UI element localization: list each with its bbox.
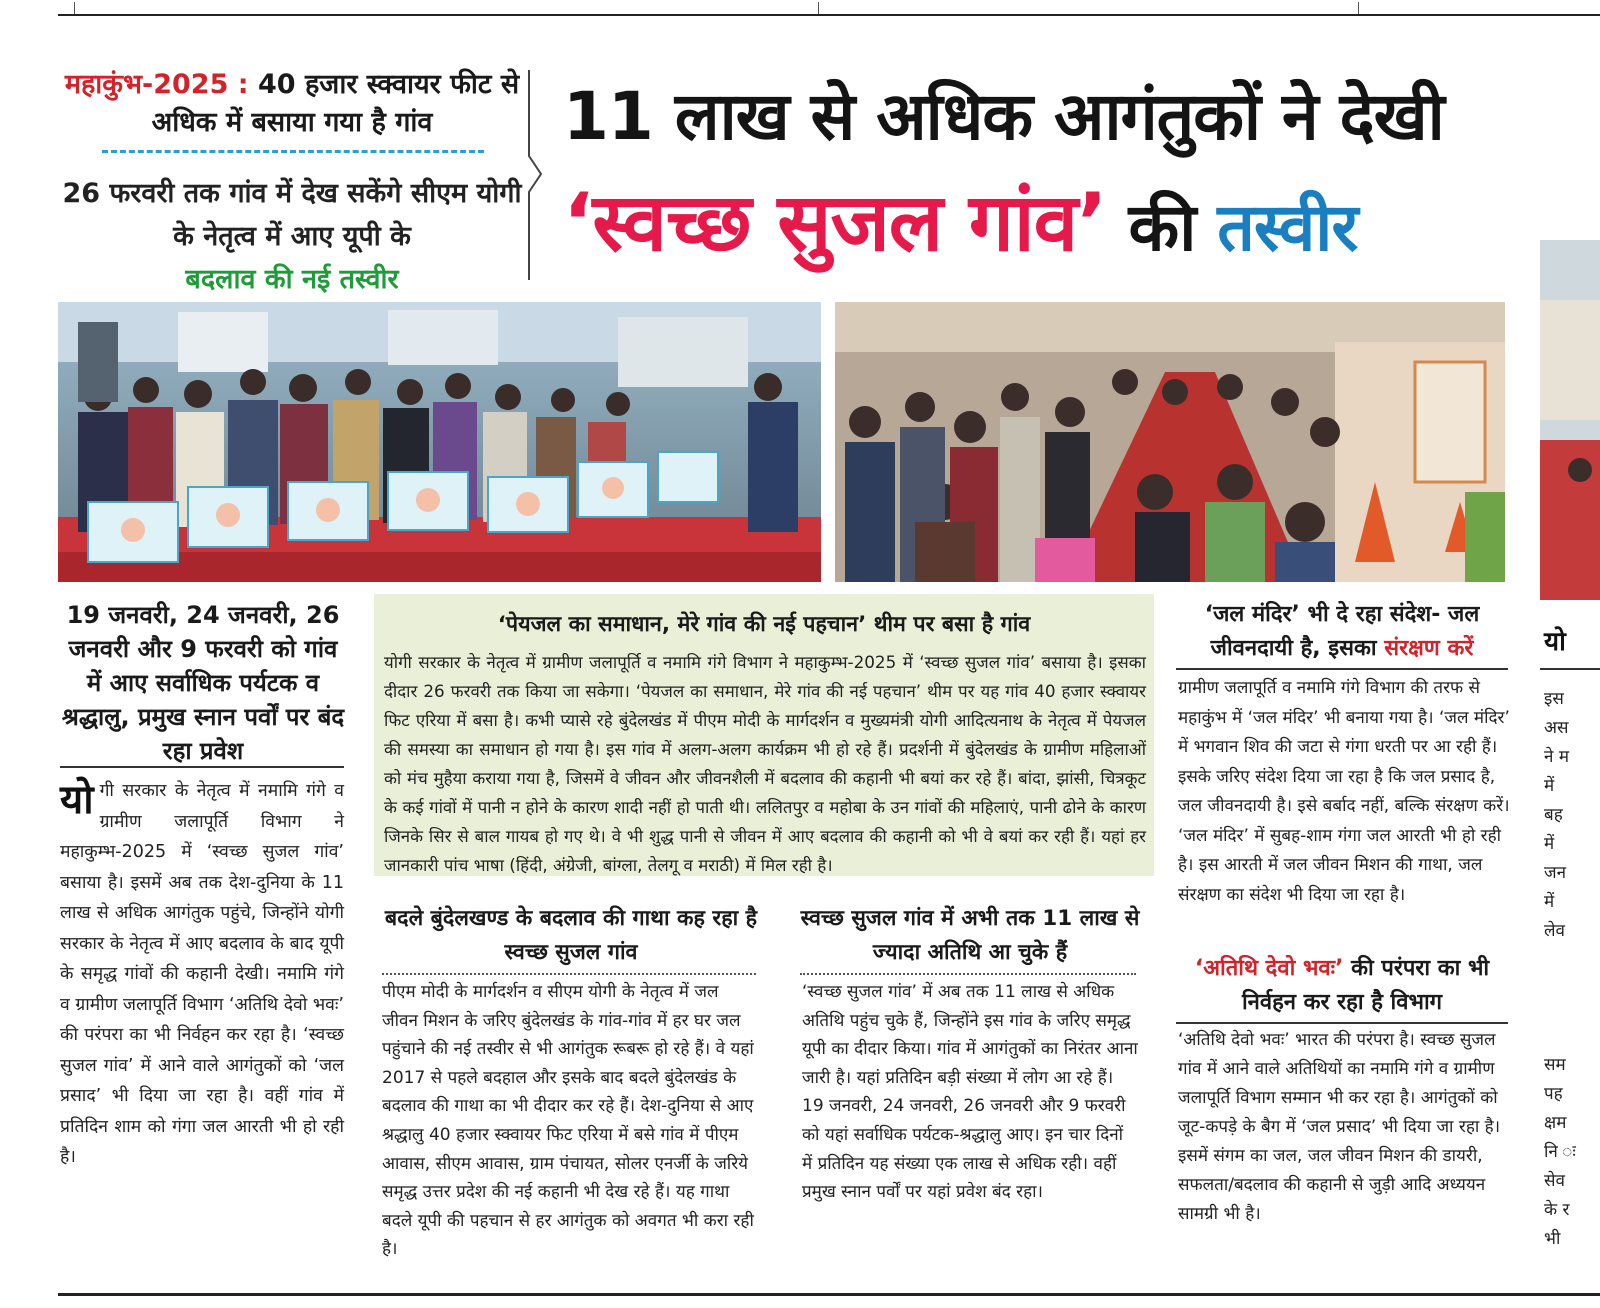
kicker — [62, 66, 522, 142]
visitors-heading: स्वच्छ सुजल गांव में अभी तक 11 लाख से ज्यादा अतिथि आ चुके हैं — [800, 906, 1140, 965]
top-rule — [58, 14, 1600, 16]
jal-mandir-heading-red: संरक्षण करें — [1384, 636, 1474, 661]
drop-cap: यो — [60, 777, 94, 823]
headline-line1: 11 लाख से अधिक आगंतुकों ने देखी — [563, 78, 1444, 155]
edge-text-line: नि ः — [1544, 1142, 1576, 1162]
visitors-body: ‘स्वच्छ सुजल गांव’ में अब तक 11 लाख से अधिक अतिथि पहुंच चुके हैं, जिन्होंने इस गांव के जरिए समृद्ध यूपी का दीदार किया। गांव में आगंतुकों का निरंतर आना जारी है। यहां प्रतिदिन बड़ी संख्या में लोग आ रहे हैं। 19 जनवरी, 24 जनवरी, 26 जनवरी और 9 फरवरी को यहां सर्वाधिक पर्यटक-श्रद्धालु आए। इन चार दिनों में प्रतिदिन यह संख्या एक लाख से अधिक रही। वहीं प्रमुख स्नान पर्वों पर यहां प्रवेश बंद रहा। — [802, 982, 1138, 1203]
edge-text-line: ने म — [1544, 747, 1570, 767]
edge-text-line: के र — [1544, 1200, 1570, 1220]
edge-text-line: लेव — [1544, 921, 1565, 941]
atithi-heading — [1172, 952, 1512, 1020]
edge-text-line: पह — [1544, 1084, 1563, 1104]
photo-women-placards — [58, 302, 821, 582]
headline-quoted: स्वच्छ सुजल गांव — [592, 176, 1078, 269]
deck — [62, 172, 522, 301]
edge-text-line: जन — [1544, 863, 1567, 883]
edge-text-line: क्षम — [1544, 1113, 1567, 1133]
headline-line2 — [563, 168, 1523, 283]
dotted-divider — [382, 973, 756, 975]
dashed-divider — [102, 150, 484, 153]
edge-text-line: सेव — [1544, 1171, 1565, 1191]
left-column-heading: 19 जनवरी, 24 जनवरी, 26 जनवरी और 9 फरवरी को गांव में आए सर्वाधिक पर्यटक व श्रद्धालु, प्रमुख स्नान पर्वों पर बंद रहा प्रवेश — [61, 601, 345, 765]
headline-last: तस्वीर — [1217, 189, 1358, 266]
theme-box-heading: ‘पेयजल का समाधान, मेरे गांव की नई पहचान’ थीम पर बसा है गांव — [497, 612, 1031, 637]
edge-heading: यो — [1544, 627, 1566, 657]
right-column-rule — [1176, 668, 1508, 670]
atithi-body: ‘अतिथि देवो भवः’ भारत की परंपरा है। स्वच्छ सुजल गांव में आने वाले अतिथियों का नमामि गंगे व ग्रामीण जलापूर्ति विभाग सम्मान भी कर रहा है। आगंतुकों को जूट-कपड़े के बैग में ‘जल प्रसाद’ भी दिया जा रहा है। इसमें संगम का जल, जल जीवन मिशन की डायरी, सफलता/बदलाव की कहानी से जुड़ी आदि अध्ययन सामग्री भी है। — [1178, 1030, 1501, 1224]
bundelkhand-heading: बदले बुंदेलखण्ड के बदलाव की गाथा कह रहा है स्वच्छ सुजल गांव — [384, 906, 758, 965]
photo-visitor-crowd — [835, 302, 1505, 582]
crop-mark — [74, 2, 75, 14]
theme-box-body: योगी सरकार के नेतृत्व में ग्रामीण जलापूर्ति व नमामि गंगे विभाग ने महाकुम्भ-2025 में ‘स्वच्छ सुजल गांव’ बसाया है। इसका दीदार 26 फरवरी तक किया जा सकेगा। ‘पेयजल का समाधान, मेरे गांव की नई पहचान’ थीम पर यह गांव 40 हजार स्क्वायर फिट एरिया में बसा है। कभी प्यासे रहे बुंदेलखंड में पीएम मोदी के मार्गदर्शन व मुख्यमंत्री योगी आदित्यनाथ के नेतृत्व में पेयजल की समस्या का समाधान हो गया है। इस गांव में अलग-अलग कार्यक्रम भी हो रहे हैं। प्रदर्शनी में बुंदेलखंड के ग्रामीण महिलाओं को मंच मुहैया कराया गया है, जिसमें वे जीवन और जीवनशैली में बदलाव की कहानी भी बयां कर रहे हैं। बांदा, झांसी, चित्रकूट के कई गांवों में पानी न होने के कारण शादी नहीं हो पाती थी। ललितपुर व महोबा के उन गांवों की महिलाएं, पानी ढोने के कारण जिनके सिर से बाल गायब हो गए थे। वे भी शुद्ध पानी से जीवन में आए बदलाव की कहानी को भी वे बयां कर रही हैं। यहां हर जानकारी पांच भाषा (हिंदी, अंग्रेजी, बांग्ला, तेलगू व मराठी) में मिल रही है। — [384, 652, 1146, 875]
kicker-text: 40 हजार स्क्वायर फीट से अधिक में बसाया गया है गांव — [151, 69, 520, 138]
headline-quote-open: ‘ — [563, 176, 593, 269]
edge-text-line: बह — [1544, 805, 1563, 825]
kicker-label: महाकुंभ-2025 : — [64, 69, 249, 100]
left-column-text: गी सरकार के नेतृत्व में नमामि गंगे व ग्रामीण जलापूर्ति विभाग ने महाकुम्भ-2025 में ‘स्वच्छ सुजल गांव’ बसाया है। इसमें अब तक देश-दुनिया के 11 लाख से अधिक आगंतुक पहुंचे, जिन्होंने योगी सरकार के नेतृत्व में आए बदलाव के बाद यूपी के समृद्ध गांवों की कहानी देखी। नमामि गंगे व ग्रामीण जलापूर्ति विभाग ‘अतिथि देवो भवः’ की परंपरा का भी निर्वहन कर रहा है। ‘स्वच्छ सुजल गांव’ में आने वाले आगंतुकों को ‘जल प्रसाद’ भी दिया जा रहा है। वहीं गांव में प्रतिदिन शाम को गंगा जल आरती भी हो रही है। — [60, 781, 344, 1167]
edge-text-line: अस — [1544, 718, 1569, 738]
edge-text-line: सम — [1544, 1055, 1566, 1075]
deck-highlight: बदलाव की नई तस्वीर — [185, 264, 399, 295]
left-column-rule — [60, 766, 344, 768]
edge-photo — [1540, 240, 1600, 600]
bundelkhand-body: पीएम मोदी के मार्गदर्शन व सीएम योगी के नेतृत्व में जल जीवन मिशन के जरिए बुंदेलखंड के गांव-गांव में हर घर जल पहुंचाने की नई तस्वीर से भी आगंतुक रूबरू हो रहे हैं। वे यहां 2017 से पहले बदहाल और इसके बाद बदले बुंदेलखंड के बदलाव की गाथा का भी दीदार कर रहे हैं। देश-दुनिया से आए श्रद्धालु 40 हजार स्क्वायर फिट एरिया में बसे गांव में पीएम आवास, सीएम आवास, ग्राम पंचायत, सोलर एनर्जी के जरिये समृद्ध उत्तर प्रदेश की नई कहानी भी देख रहे हैं। यह गाथा बदले यूपी की पहचान से हर आगंतुक को अवगत भी करा रही है। — [382, 982, 754, 1260]
jal-mandir-heading-text: ‘जल मंदिर’ भी दे रहा संदेश- जल जीवनदायी है, इसका — [1204, 602, 1480, 661]
atithi-heading-red: ‘अतिथि देवो भवः’ — [1194, 956, 1344, 981]
edge-text-line: में — [1544, 776, 1555, 796]
jal-mandir-heading — [1172, 598, 1512, 666]
jal-mandir-body: ग्रामीण जलापूर्ति व नमामि गंगे विभाग की तरफ से महाकुंभ में ‘जल मंदिर’ भी बनाया गया है। ‘जल मंदिर’ में भगवान शिव की जटा से गंगा धरती पर आ रही हैं। इसके जरिए संदेश दिया जा रहा है कि जल प्रसाद है, जल जीवनदायी है। इसे बर्बाद नहीं, बल्कि संरक्षण करें। ‘जल मंदिर’ में सुबह-शाम गंगा जल आरती भी हो रही है। इस आरती में जल जीवन मिशन की गाथा, जल संरक्षण का संदेश भी दिया जा रहा है। — [1178, 678, 1510, 905]
headline-middle: की — [1106, 189, 1218, 266]
edge-text-line: इस — [1544, 689, 1564, 709]
headline-quote-close: ’ — [1077, 176, 1107, 269]
bottom-rule — [58, 1293, 1600, 1296]
left-column-body — [60, 776, 344, 1173]
deck-text: 26 फरवरी तक गांव में देख सकेंगे सीएम योगी के नेतृत्व में आए यूपी के — [62, 178, 522, 252]
edge-text-line: में — [1544, 834, 1555, 854]
right-column-rule — [1176, 1022, 1508, 1024]
edge-text-line: में — [1544, 892, 1555, 912]
edge-rule — [1540, 668, 1600, 670]
dotted-divider — [800, 973, 1136, 975]
atithi-heading-text: की परंपरा का भी निर्वहन कर रहा है विभाग — [1241, 956, 1490, 1015]
crop-mark — [1358, 2, 1359, 14]
edge-text-line: भी — [1544, 1229, 1561, 1249]
crop-mark — [818, 2, 819, 14]
bracket-divider — [527, 70, 545, 280]
